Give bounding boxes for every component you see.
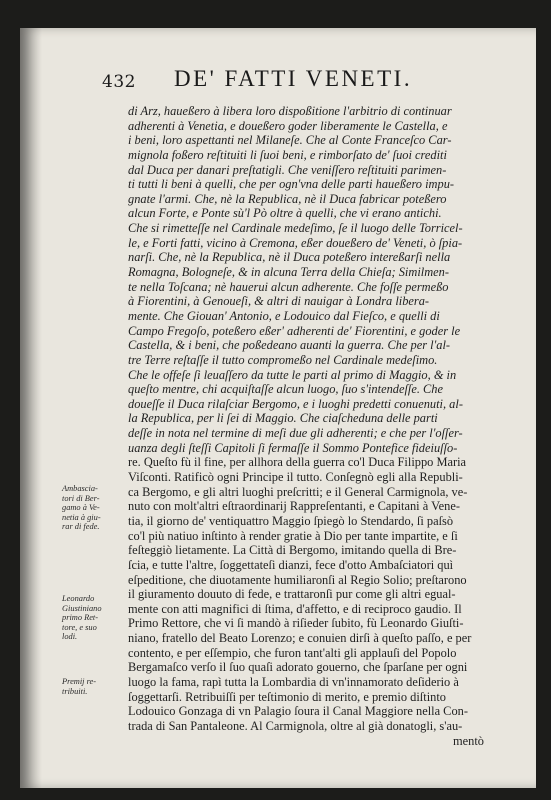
body-line: contento, e per eſſempio, che furon tant'alti gli applauſi del Popolo [128, 645, 457, 660]
margin-note-line: tore, e suo [62, 622, 97, 632]
margin-note-line: tori di Ber- [62, 493, 100, 503]
body-line: uanza degli ſteſſi Capitoli ſi fermaſſe il Sommo Pontefice fideiuſſo- [128, 440, 458, 455]
running-head: DE' FATTI VENETI. [174, 66, 413, 91]
body-line: re. Queſto fù il fine, per allhora della guerra co'l Duca Filippo Maria [128, 455, 467, 470]
page-number: 432 [102, 72, 136, 92]
body-line: la Republica, per li ſei di Maggio. Che ciaſcheduna delle parti [128, 411, 438, 426]
body-line: feſteggiò lietamente. La Città di Bergomo, imitando quella di Bre- [128, 543, 457, 558]
margin-note-line: Leonardo [62, 594, 95, 603]
body-line: gnate l'armi. Che, nè la Republica, nè il Duca fabricar poteßero [128, 191, 447, 206]
body-line: le, e Forti fatti, vicino à Cremona, eßer doueßero de' Veneti, ò ſpia- [128, 235, 463, 250]
body-line: di Arz, haueßero à libera loro dispoßitione l'arbitrio di continuar [128, 104, 452, 118]
body-line: Romagna, Bologneſe, & in alcuna Terra della Chieſa; Similmen- [128, 265, 449, 280]
page-gutter-shadow [20, 28, 42, 788]
body-line: eſpeditione, che diuotamente humiliaronſi al Regio Solio; preſtarono [128, 572, 467, 587]
body-line: adherenti à Venetia, e doueßero goder liberamente le Castella, e [128, 118, 448, 133]
margin-note-line: tribuiti. [62, 686, 88, 696]
body-line: co'l più natiuo inſtinto à render gratie à Dio per tante impartite, e ſi [128, 528, 458, 543]
body-line: niano, fratello del Beato Lorenzo; e conuien dirſi à queſto paſſo, e per [128, 631, 472, 646]
margin-note-line: gamo à Ve- [62, 503, 100, 513]
margin-note-line: Premij re- [62, 677, 97, 686]
body-line: Primo Rettore, che vi ſi mandò à riſieder ſubito, fù Leonardo Giuſti- [128, 616, 464, 631]
margin-note-line: primo Ret- [62, 613, 99, 623]
margin-note-premij [62, 677, 124, 696]
body-line: tia, il giorno de' ventiquattro Maggio ſpiegò lo Stendardo, ſi paſsò [128, 513, 454, 528]
body-line: Che le offeſe ſi leuaſſero da tutte le parti al primo di Maggio, & in [128, 367, 457, 382]
body-line: Viſconti. Ratificò ogni Principe il tutto. Conſegnò egli alla Republi- [128, 470, 463, 485]
body-line: nuto con molt'altri eſtraordinarij Rappreſentanti, e Capitani à Vene- [128, 499, 460, 514]
body-line: Lodouico Gonzaga di vn Palagio ſoura il Canal Maggiore nella Con- [128, 704, 468, 719]
body-line: Bergamaſco verſo il ſuo quaſi adorato gouerno, che ſparſane per ogni [128, 660, 468, 675]
body-line: il giuramento douuto di fede, e trattaronſi pur come gli altri egual- [128, 587, 456, 602]
body-line: te nella Toſcana; nè hauerui alcun adherente. Che foſſe permeßo [128, 279, 449, 294]
catchword: mentò [453, 733, 484, 748]
book-page [20, 28, 536, 788]
body-line: luogo la fama, rapì tutta la Lombardia di vn'innamorato deſiderio à [128, 674, 459, 689]
margin-note-line: Giustiniano [62, 603, 102, 613]
body-line: mente con atti magnifici di ſtima, d'affetto, e di reciproco gaudio. Il [128, 601, 462, 616]
body-line: Campo Fregoſo, poteßero eßer' adherenti de' Fiorentini, e goder le [128, 323, 461, 338]
body-line: dal Duca per danari preſtatigli. Che veniſſero reſtituiti parimen- [128, 162, 447, 177]
body-line: à Fiorentini, à Genoueſi, & altri di nauigar à Londra libera- [128, 294, 430, 309]
body-line: doueſſe il Duca rilaſciar Bergomo, e i luoghi predetti conuenuti, al- [128, 396, 463, 411]
body-line: tre Terre reſtaſſe il tutto compromeßo nel Cardinale medeſimo. [128, 352, 438, 367]
margin-note-leonardo [62, 594, 124, 642]
margin-note-ambasciatori [62, 484, 124, 532]
body-line: ſoggettarſi. Retribuiſſi per teſtimonio di merito, e premio diſtinto [128, 689, 446, 704]
body-line: trada di San Pantaleone. Al Carmignola, oltre al già donatogli, s'au- [128, 718, 463, 733]
body-line: ſcia, e tutte l'altre, ſoggettateſi dianzi, fece d'otto Ambaſciatori quì [128, 557, 454, 572]
body-line: mente. Che Giouan' Antonio, e Lodouico dal Fieſco, e quelli di [128, 308, 440, 323]
body-line: Che si rimetteſſe nel Cardinale medeſimo, ſe il luogo delle Torricel- [128, 221, 463, 236]
body-line: queſto mentre, chi acquiſtaſſe alcun luogo, ſuo s'intendeſſe. Che [128, 382, 443, 397]
body-line: mignola foßero reſtituiti li ſuoi beni, e rimborſato de' ſuoi crediti [128, 147, 447, 162]
body-line: i beni, loro aspettanti nel Milaneſe. Che al Conte Franceſco Car- [128, 133, 452, 148]
body-text [128, 104, 524, 748]
body-line: deſſe in nota nel termine di meſi due gli adherenti; e che per l'oſſer- [128, 426, 463, 441]
body-line: ca Bergomo, e gli altri luoghi preſcritti; e il General Carmignola, ve- [128, 484, 468, 499]
body-line: alcun Forte, e Ponte sù'l Pò oltre à quelli, che vi erano antichi. [128, 206, 442, 221]
margin-note-line: Ambascia- [62, 484, 98, 493]
body-line: narſi. Che, nè la Republica, nè il Duca poteßero intereßarſi nella [128, 250, 451, 265]
body-line: Castella, & i beni, che poßedeano auanti la guerra. Che per l'al- [128, 338, 451, 353]
margin-note-line: rar di fede. [62, 522, 100, 532]
page-header [96, 62, 516, 92]
margin-note-line: netia à giu- [62, 512, 101, 522]
body-line: ti tutti li beni à quelli, che per ogn'vna delle parti haueßero impu- [128, 177, 455, 192]
margin-note-line: lodi. [62, 632, 78, 642]
